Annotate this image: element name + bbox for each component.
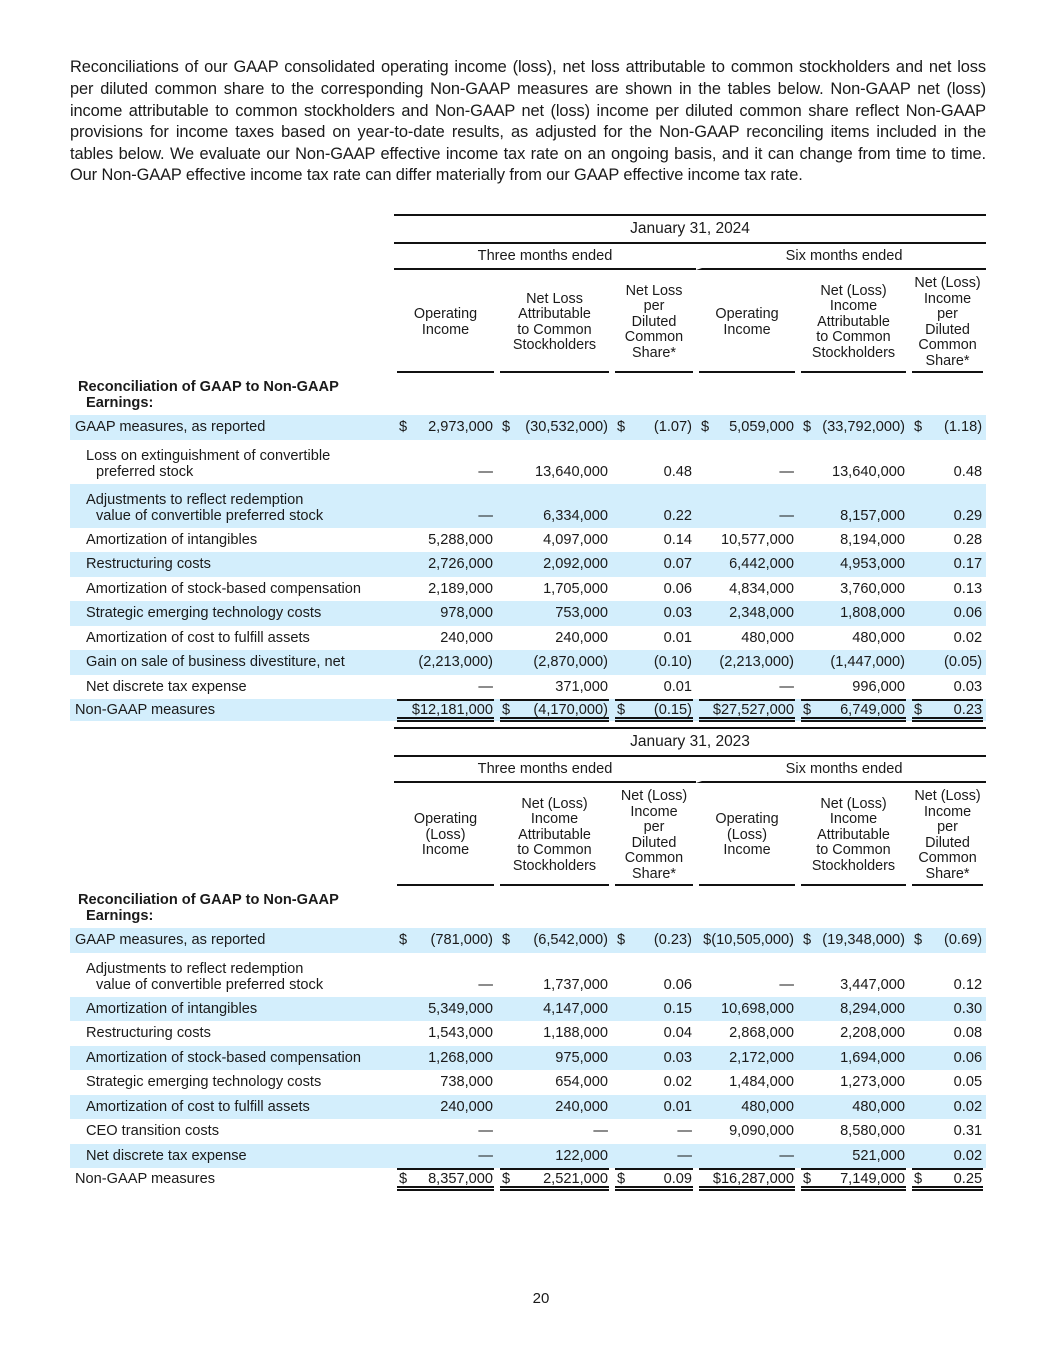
value-cell: (0.10) [612, 650, 696, 675]
value-cell: 2,092,000 [497, 552, 612, 577]
value-cell: $(10,505,000) [696, 928, 798, 953]
value-cell: $ 0.25 [909, 1168, 986, 1190]
value-cell: 4,834,000 [729, 580, 794, 597]
value-cell: $ (4,170,000) [497, 699, 612, 721]
value-cell: $ (19,348,000) [798, 928, 909, 953]
value-cell: $ 7,149,000 [798, 1168, 909, 1190]
value-cell: 1,737,000 [543, 976, 608, 993]
currency-symbol: $ [502, 1171, 511, 1187]
col-header: Net (Loss) Income per Diluted Common Share* [612, 783, 696, 886]
table-row [70, 484, 986, 528]
value-cell: 0.28 [953, 531, 983, 548]
value-cell: 240,000 [555, 629, 608, 646]
currency-symbol: $ [399, 932, 408, 949]
currency-symbol: $ [617, 1171, 626, 1187]
value-cell: 0.03 [953, 678, 983, 695]
table-row [70, 675, 986, 700]
value-cell: 480,000 [852, 629, 905, 646]
currency-symbol: $ [803, 702, 812, 718]
value-cell: 0.12 [953, 976, 983, 993]
table-row [70, 1021, 986, 1046]
value-cell: 122,000 [497, 1144, 612, 1169]
period-header: January 31, 2023 [394, 727, 986, 757]
six-months-header: Six months ended [696, 244, 986, 270]
value-cell: 521,000 [798, 1144, 909, 1169]
value-cell: — [612, 1144, 696, 1169]
value-cell: $ (1.07) [612, 415, 696, 440]
value-cell: $ (1.18) [909, 415, 986, 440]
value-cell: 480,000 [798, 1095, 909, 1120]
value-cell: 2,348,000 [696, 601, 798, 626]
currency-symbol: $ [502, 702, 511, 718]
value-cell: 8,580,000 [840, 1123, 905, 1140]
value-cell: $ (0.15) [612, 699, 696, 721]
reconciliation-table-2024 [70, 214, 986, 721]
value-cell: 1,694,000 [798, 1046, 909, 1071]
row-label: Strategic emerging technology costs [70, 601, 394, 626]
value-cell: 1,705,000 [543, 580, 608, 597]
value-cell: 738,000 [440, 1074, 493, 1091]
value-cell: 1,543,000 [428, 1025, 493, 1042]
value-cell: — [779, 463, 794, 480]
value-cell: 8,294,000 [798, 997, 909, 1022]
currency-symbol: $ [701, 419, 710, 436]
value-cell: — [696, 484, 798, 528]
table-row [70, 650, 986, 675]
value-cell: $ (30,532,000) [497, 415, 612, 440]
row-label: Loss on extinguishment of convertible preferred stock [86, 447, 331, 480]
row-label: Net discrete tax expense [70, 1144, 394, 1169]
currency-symbol: $ [617, 932, 626, 949]
value-cell: 1,268,000 [394, 1046, 497, 1071]
table-row [70, 1119, 986, 1144]
row-label: Amortization of intangibles [86, 531, 258, 548]
value-cell: — [478, 678, 493, 695]
total-row [70, 699, 986, 721]
value-cell: 480,000 [741, 629, 794, 646]
value-cell: $ 5,059,000 [696, 415, 798, 440]
row-label: Amortization of intangibles [70, 997, 394, 1022]
table-row [70, 415, 986, 440]
table-row [70, 577, 986, 602]
row-label: Amortization of cost to fulfill assets [86, 629, 310, 646]
value-cell: 13,640,000 [534, 463, 608, 480]
value-cell: 2,189,000 [428, 580, 493, 597]
value-cell: — [394, 1144, 497, 1169]
value-cell: 0.22 [612, 484, 696, 528]
value-cell: 0.08 [953, 1025, 983, 1042]
value-cell: 2,208,000 [840, 1025, 905, 1042]
value-cell: (2,213,000) [394, 650, 497, 675]
value-cell: $ (0.23) [612, 928, 696, 953]
value-cell: 0.13 [953, 580, 983, 597]
row-label: GAAP measures, as reported [70, 928, 394, 953]
value-cell: 0.06 [663, 976, 692, 993]
col-header: Net (Loss) Income Attributable to Common Stockholders [497, 783, 612, 886]
value-cell: $ (781,000) [394, 928, 497, 953]
col-header: Net Loss per Diluted Common Share* [612, 270, 696, 373]
value-cell: 1,808,000 [798, 601, 909, 626]
value-cell: 0.01 [663, 629, 692, 646]
three-months-header: Three months ended [394, 244, 696, 270]
value-cell: 2,726,000 [394, 552, 497, 577]
value-cell: 975,000 [497, 1046, 612, 1071]
value-cell: 654,000 [555, 1074, 608, 1091]
value-cell: 0.02 [909, 1144, 986, 1169]
value-cell: 978,000 [394, 601, 497, 626]
value-cell: 0.03 [612, 601, 696, 626]
value-cell: 1,188,000 [543, 1025, 608, 1042]
value-cell: $ 2,973,000 [394, 415, 497, 440]
value-cell: 0.06 [909, 1046, 986, 1071]
value-cell: (2,870,000) [497, 650, 612, 675]
table-row [70, 1070, 986, 1095]
currency-symbol: $ [914, 419, 923, 436]
value-cell: 0.01 [663, 678, 692, 695]
col-header: Operating (Loss) Income [696, 783, 798, 886]
table-row [70, 1144, 986, 1169]
value-cell: 0.48 [953, 463, 983, 480]
row-label: CEO transition costs [86, 1123, 220, 1140]
value-cell: 240,000 [394, 1095, 497, 1120]
value-cell: 0.07 [612, 552, 696, 577]
row-label: Adjustments to reflect redemption value of convertible preferred stock [86, 960, 324, 993]
value-cell: $16,287,000 [696, 1168, 798, 1190]
six-months-header: Six months ended [696, 757, 986, 783]
table-row [70, 928, 986, 953]
table-row [70, 552, 986, 577]
value-cell: 2,868,000 [729, 1025, 794, 1042]
currency-symbol: $ [803, 932, 812, 949]
value-cell: 371,000 [555, 678, 608, 695]
currency-symbol: $ [617, 702, 626, 718]
col-header: Operating Income [696, 270, 798, 373]
value-cell: 1,484,000 [729, 1074, 794, 1091]
value-cell: (1,447,000) [798, 650, 909, 675]
table-row [70, 953, 986, 997]
row-label: Non-GAAP measures [70, 699, 394, 721]
currency-symbol: $ [914, 702, 923, 718]
value-cell: — [394, 484, 497, 528]
value-cell: 0.04 [663, 1025, 692, 1042]
currency-symbol: $ [617, 419, 626, 436]
value-cell: 3,447,000 [840, 976, 905, 993]
value-cell: — [478, 976, 493, 993]
value-cell: 240,000 [497, 1095, 612, 1120]
row-label: Strategic emerging technology costs [86, 1074, 322, 1091]
value-cell: 4,147,000 [497, 997, 612, 1022]
value-cell: (2,213,000) [696, 650, 798, 675]
value-cell: 6,334,000 [497, 484, 612, 528]
row-label: Restructuring costs [70, 552, 394, 577]
value-cell: 0.02 [953, 629, 983, 646]
col-header: Net (Loss) Income per Diluted Common Share* [909, 270, 986, 373]
column-headers [70, 783, 986, 886]
value-cell: 9,090,000 [729, 1123, 794, 1140]
value-cell: 8,157,000 [798, 484, 909, 528]
currency-symbol: $ [914, 1171, 923, 1187]
col-header: Net Loss Attributable to Common Stockholders [497, 270, 612, 373]
value-cell: 480,000 [696, 1095, 798, 1120]
col-header: Net (Loss) Income per Diluted Common Share* [909, 783, 986, 886]
value-cell: 0.14 [663, 531, 692, 548]
value-cell: $ (6,542,000) [497, 928, 612, 953]
value-cell: 0.31 [953, 1123, 983, 1140]
value-cell: 4,953,000 [798, 552, 909, 577]
value-cell: 753,000 [497, 601, 612, 626]
value-cell: — [779, 976, 794, 993]
currency-symbol: $ [399, 1171, 408, 1187]
value-cell: 0.30 [909, 997, 986, 1022]
row-label: Amortization of stock-based compensation [86, 580, 361, 597]
value-cell: $12,181,000 [394, 699, 497, 721]
value-cell: $ 0.23 [909, 699, 986, 721]
value-cell: $ 8,357,000 [394, 1168, 497, 1190]
total-row [70, 1168, 986, 1190]
value-cell: — [593, 1123, 608, 1140]
value-cell: 0.02 [663, 1074, 692, 1091]
value-cell: — [696, 1144, 798, 1169]
table-row [70, 1095, 986, 1120]
value-cell: 8,194,000 [840, 531, 905, 548]
value-cell: 0.06 [909, 601, 986, 626]
value-cell: $ (33,792,000) [798, 415, 909, 440]
value-cell: $ 2,521,000 [497, 1168, 612, 1190]
value-cell: 0.29 [909, 484, 986, 528]
section-title: Reconciliation of GAAP to Non-GAAP Earnings: [78, 379, 339, 411]
value-cell: $ 6,749,000 [798, 699, 909, 721]
value-cell: 996,000 [852, 678, 905, 695]
value-cell: 1,273,000 [840, 1074, 905, 1091]
value-cell: $ (0.69) [909, 928, 986, 953]
col-header: Operating Income [394, 270, 497, 373]
section-title: Reconciliation of GAAP to Non-GAAP Earnings: [78, 892, 339, 924]
value-cell: 0.48 [663, 463, 692, 480]
value-cell: 6,442,000 [696, 552, 798, 577]
value-cell: 0.02 [909, 1095, 986, 1120]
value-cell: 3,760,000 [840, 580, 905, 597]
row-label: Adjustments to reflect redemption value of convertible preferred stock [70, 484, 394, 528]
value-cell: 0.03 [612, 1046, 696, 1071]
table-row [70, 997, 986, 1022]
table-row [70, 440, 986, 484]
col-header: Net (Loss) Income Attributable to Common Stockholders [798, 270, 909, 373]
intro-paragraph: Reconciliations of our GAAP consolidated operating income (loss), net loss attributable to common stockholders and net loss per diluted common share to the corresponding Non-GAAP measures are shown in the tables below. Non-GAAP net (loss) income attributable to common stockholders and Non-GAAP net (loss) income per diluted common share reflect Non-GAAP provisions for income taxes based on year-to-date results, as adjusted for the Non-GAAP reconciling items included in the tables below. We evaluate our Non-GAAP effective income tax rate on an ongoing basis, and it can change from time to time. Our Non-GAAP effective income tax rate can differ materially from our GAAP effective income tax rate. [70, 58, 986, 185]
currency-symbol: $ [502, 932, 511, 949]
reconciliation-table-2023 [70, 727, 986, 1190]
value-cell: 0.05 [953, 1074, 983, 1091]
currency-symbol: $ [399, 419, 408, 436]
value-cell: 13,640,000 [831, 463, 905, 480]
row-label: Non-GAAP measures [75, 1171, 216, 1187]
value-cell: 10,698,000 [696, 997, 798, 1022]
value-cell: 5,349,000 [394, 997, 497, 1022]
row-label: Net discrete tax expense [86, 678, 247, 695]
value-cell: $ 0.09 [612, 1168, 696, 1190]
value-cell: (0.05) [909, 650, 986, 675]
currency-symbol: $ [803, 419, 812, 436]
value-cell: 240,000 [440, 629, 493, 646]
value-cell: 5,288,000 [428, 531, 493, 548]
value-cell: 0.15 [612, 997, 696, 1022]
value-cell: 2,172,000 [696, 1046, 798, 1071]
table-row [70, 601, 986, 626]
value-cell: — [478, 1123, 493, 1140]
value-cell: $27,527,000 [696, 699, 798, 721]
value-cell: — [478, 463, 493, 480]
row-label: Amortization of stock-based compensation [70, 1046, 394, 1071]
period-header: January 31, 2024 [394, 214, 986, 244]
table-row [70, 528, 986, 553]
row-label: Amortization of cost to fulfill assets [70, 1095, 394, 1120]
three-months-header: Three months ended [394, 757, 696, 783]
value-cell: 4,097,000 [543, 531, 608, 548]
column-headers [70, 270, 986, 373]
currency-symbol: $ [502, 419, 511, 436]
value-cell: 0.17 [909, 552, 986, 577]
value-cell: — [677, 1123, 692, 1140]
currency-symbol: $ [803, 1171, 812, 1187]
value-cell: — [779, 678, 794, 695]
value-cell: 0.06 [663, 580, 692, 597]
col-header: Net (Loss) Income Attributable to Common Stockholders [798, 783, 909, 886]
col-header: Operating (Loss) Income [394, 783, 497, 886]
row-label: Restructuring costs [86, 1025, 211, 1042]
page-number: 20 [532, 1290, 550, 1307]
row-label: Gain on sale of business divestiture, net [70, 650, 394, 675]
value-cell: 0.01 [612, 1095, 696, 1120]
value-cell: 10,577,000 [720, 531, 794, 548]
table-row [70, 626, 986, 651]
currency-symbol: $ [914, 932, 923, 949]
table-row [70, 1046, 986, 1071]
row-label: GAAP measures, as reported [70, 415, 394, 440]
